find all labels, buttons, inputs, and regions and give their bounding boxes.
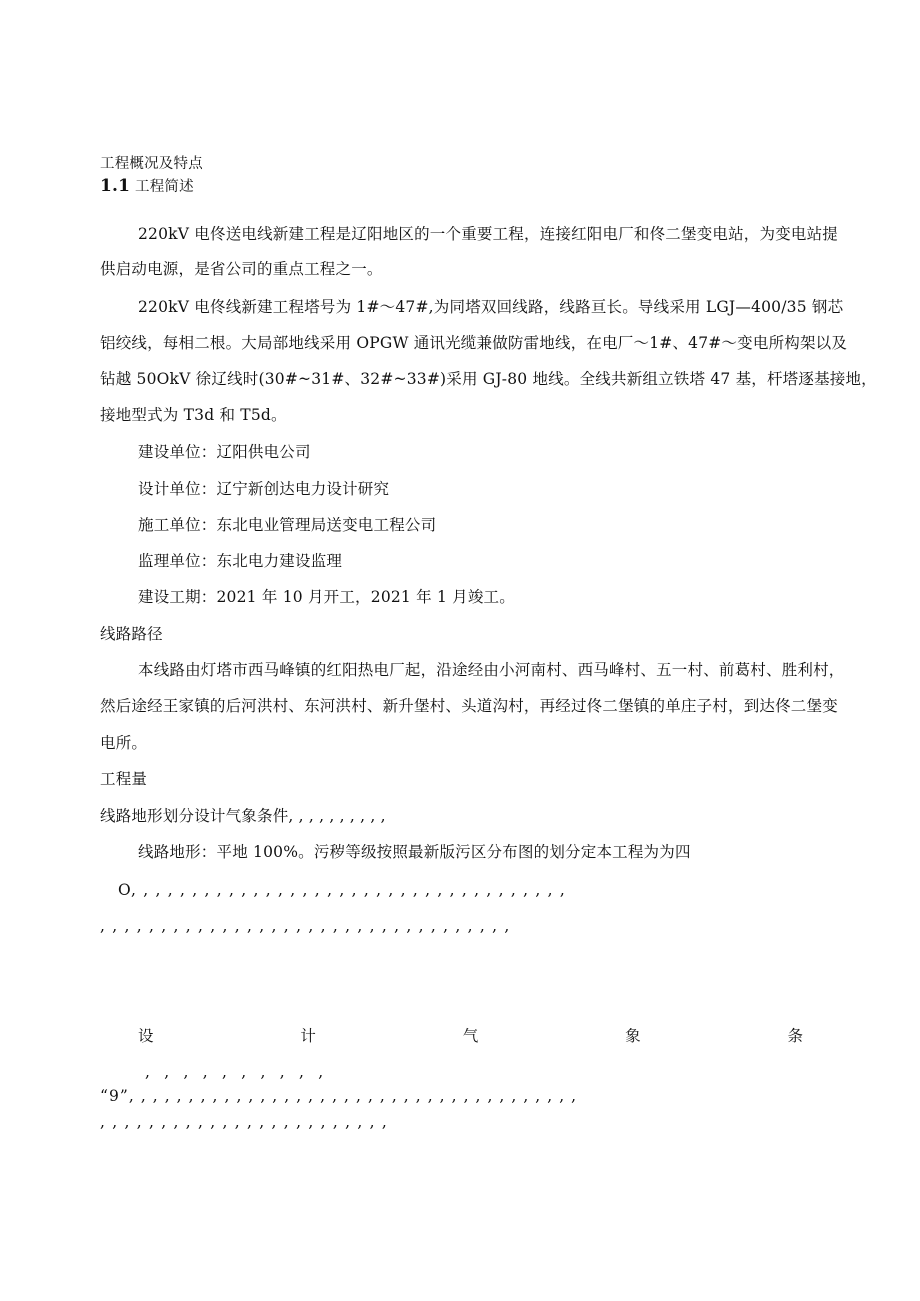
dots-row-2: , , , , , , , , , , , , , , , , , , , , , , , , , , , , , , , , , , [100,917,511,935]
route-line-2: 然后途经王家镇的后河洪村、东河洪村、新升堡村、头道沟村，再经过佟二堡镇的单庄子村，到达佟二堡变 [100,697,838,715]
dots-row-1: O, , , , , , , , , , , , , , , , , , , , , , , , , , , , , , , , , , , , [118,881,567,899]
quote-row: “9”, , , , , , , , , , , , , , , , , , , , , , , , , , , , , , , , , , , , , , [100,1087,578,1105]
paragraph-2-line-4: 接地型式为 T3d 和 T5d。 [100,406,287,424]
route-line-3: 电所。 [100,734,148,752]
spread-char: 计 [300,1027,316,1045]
subsection-title: 工程简述 [130,179,194,195]
paragraph-1-line-1: 220kV 电佟送电线新建工程是辽阳地区的一个重要工程，连接红阳电厂和佟二堡变电站，为变电站提 [138,225,839,243]
quantity-title: 工程量 [100,770,148,788]
route-line-1: 本线路由灯塔市西马峰镇的红阳热电厂起，沿途经由小河南村、西马峰村、五一村、前葛村、胜利村， [138,661,845,679]
paragraph-2-line-1: 220kV 电佟线新建工程塔号为 1#～47#,为同塔双回线路，线路亘长。导线采用 LGJ—400/35 钢芯 [138,298,844,316]
section-title: 工程概况及特点 [100,156,203,172]
spread-heading [138,1026,803,1046]
terrain-title: 线路地形划分设计气象条件, , , , , , , , , , [100,807,386,825]
last-row: , , , , , , , , , , , , , , , , , , , , , , , , [100,1113,388,1131]
terrain-text: 线路地形：平地 100%。污秽等级按照最新版污区分布图的划分定本工程为为四 [138,843,691,861]
paragraph-1-line-2: 供启动电源，是省公司的重点工程之一。 [100,260,383,278]
spread-char: 设 [138,1027,154,1045]
design-unit: 设计单位：辽宁新创达电力设计研究 [138,480,390,498]
subsection-number: 1.1 [100,176,131,196]
build-unit: 建设单位：辽阳供电公司 [138,443,311,461]
commas-row: , , , , , , , , , , [145,1063,328,1081]
paragraph-2-line-2: 铝绞线，每相二根。大局部地线采用 OPGW 通讯光缆兼做防雷地线，在电厂～1#、47#～变电所构架以及 [100,334,848,352]
construct-unit: 施工单位：东北电业管理局送变电工程公司 [138,516,437,534]
construction-period: 建设工期：2021 年 10 月开工，2021 年 1 月竣工。 [138,588,515,606]
spread-char: 条 [787,1027,803,1045]
route-title: 线路路径 [100,625,163,643]
paragraph-2-line-3: 钻越 50OkV 徐辽线时(30#~31#、32#~33#)采用 GJ-80 地线。全线共新组立铁塔 47 基，杆塔逐基接地， [100,370,877,388]
supervise-unit: 监理单位：东北电力建设监理 [138,552,343,570]
spread-char: 气 [462,1027,479,1045]
spread-char: 象 [625,1027,641,1045]
subsection-heading [100,176,194,197]
